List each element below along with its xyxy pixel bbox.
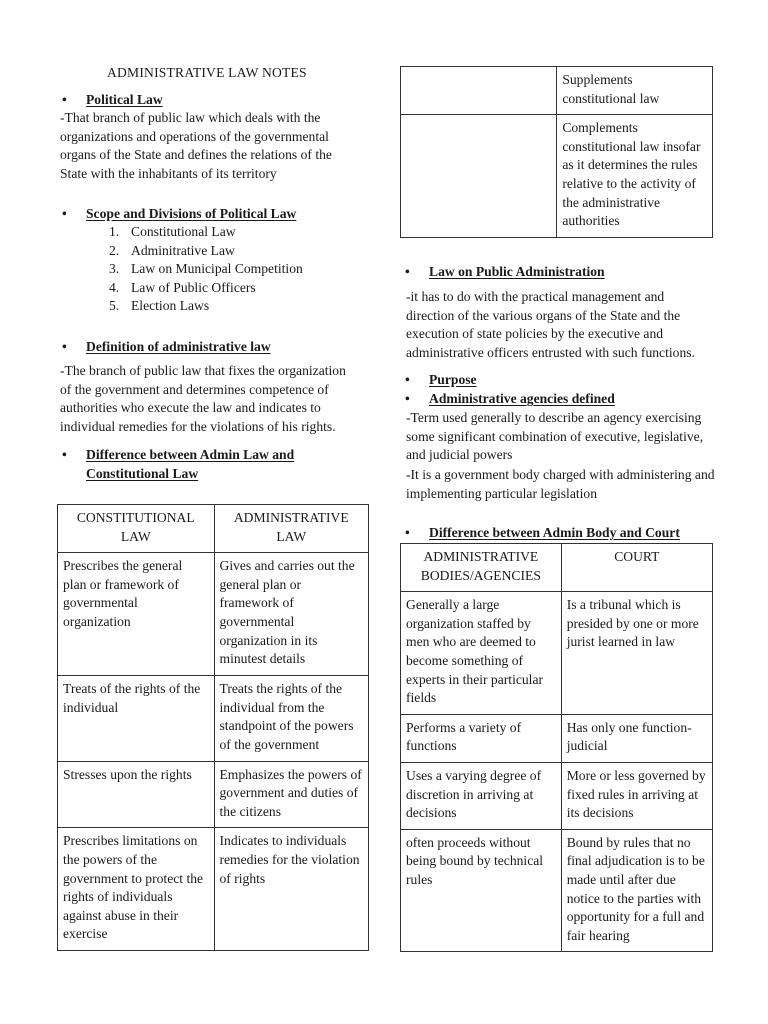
bullet-icon: • bbox=[405, 264, 410, 279]
table-cell: Prescribes limitations on the powers of the government to protect the rights of individuals against abuse in their exercise bbox=[58, 828, 215, 951]
list-item: 3. Law on Municipal Competition bbox=[109, 261, 303, 277]
list-item: 5. Election Laws bbox=[109, 298, 210, 314]
page-title: ADMINISTRATIVE LAW NOTES bbox=[107, 65, 307, 80]
heading-purpose: • Purpose bbox=[403, 371, 477, 390]
table-cell bbox=[401, 67, 557, 115]
heading-difference-admin-constitutional: • Difference between Admin Law and Constitutional Law bbox=[62, 447, 295, 481]
table-cell: Generally a large organization staffed by men who are deemed to become something of experts in their particular fields bbox=[401, 592, 562, 715]
bullet-icon: • bbox=[62, 92, 67, 107]
agencies-text-1: -Term used generally to describe an agency exercising some significant combination of executive, legislative, and judicial powers bbox=[406, 410, 704, 463]
heading-definition: • Definition of administrative law bbox=[60, 338, 271, 357]
political-law-text: -That branch of public law which deals with the organizations and operations of the governmental organs of the State and defines the relations of the State with the inhabitants of its territory bbox=[60, 110, 332, 181]
table-cell: Prescribes the general plan or framework of governmental organization bbox=[58, 553, 215, 676]
list-item: 4. Law of Public Officers bbox=[109, 279, 256, 295]
list-item: 1. Constitutional Law bbox=[109, 224, 236, 239]
table-cell bbox=[401, 115, 557, 238]
table-header-cell: COURT bbox=[561, 544, 712, 592]
table-cell: Indicates to individuals remedies for the violation of rights bbox=[214, 828, 369, 951]
public-administration-text: -it has to do with the practical management and direction of the various organs of the State and the execution of state policies by the executive and administrative officers entrusted with such functions. bbox=[406, 289, 695, 360]
scope-list bbox=[109, 223, 303, 316]
table-cell: Gives and carries out the general plan or framework of governmental organization in its minutest details bbox=[214, 553, 369, 676]
table-cell: Is a tribunal which is presided by one or more jurist learned in law bbox=[561, 592, 712, 715]
table-cell: Stresses upon the rights bbox=[58, 761, 215, 828]
table-cell: Complements constitutional law insofar as it determines the rules relative to the activity of the administrative authorities bbox=[557, 115, 713, 238]
bullet-icon: • bbox=[62, 339, 67, 354]
heading-difference-body-court: • Difference between Admin Body and Court bbox=[403, 524, 680, 543]
list-item: 2. Adminitrative Law bbox=[109, 242, 235, 258]
table-cell: Performs a variety of functions bbox=[401, 714, 562, 762]
table-cell: Emphasizes the powers of government and duties of the citizens bbox=[214, 761, 369, 828]
heading-political-law: • Political Law bbox=[60, 91, 163, 110]
table-cell: Bound by rules that no final adjudication is to be made until after due notice to the parties with opportunity for a full and fair hearing bbox=[561, 829, 712, 952]
bullet-icon: • bbox=[405, 525, 410, 540]
bullet-icon: • bbox=[62, 206, 67, 221]
table-header-cell: ADMINISTRATIVE LAW bbox=[214, 505, 369, 553]
continuation-table bbox=[400, 66, 713, 238]
comparison-table-body-court bbox=[400, 543, 713, 952]
definition-text: -The branch of public law that fixes the organization of the government and determines competence of authorities who execute the law and indicates to individual remedies for the violations of his rights. bbox=[60, 363, 346, 434]
table-header-cell: ADMINISTRATIVE BODIES/AGENCIES bbox=[401, 544, 562, 592]
table-cell: Treats the rights of the individual from the standpoint of the powers of the government bbox=[214, 676, 369, 761]
bullet-icon: • bbox=[62, 447, 67, 462]
heading-agencies-defined: • Administrative agencies defined bbox=[403, 390, 615, 409]
bullet-icon: • bbox=[405, 391, 410, 406]
table-cell: Supplements constitutional law bbox=[557, 67, 713, 115]
table-cell: More or less governed by fixed rules in arriving at its decisions bbox=[561, 762, 712, 829]
table-header-cell: CONSTITUTIONAL LAW bbox=[58, 505, 215, 553]
heading-scope-divisions: • Scope and Divisions of Political Law bbox=[60, 205, 296, 224]
table-cell: Has only one function-judicial bbox=[561, 714, 712, 762]
table-cell: Treats of the rights of the individual bbox=[58, 676, 215, 761]
heading-public-administration: • Law on Public Administration bbox=[403, 263, 605, 282]
table-cell: often proceeds without being bound by technical rules bbox=[401, 829, 562, 952]
comparison-table-admin-constitutional bbox=[57, 504, 369, 951]
table-cell: Uses a varying degree of discretion in arriving at decisions bbox=[401, 762, 562, 829]
agencies-text-2: -It is a government body charged with administering and implementing particular legislation bbox=[406, 467, 715, 501]
bullet-icon: • bbox=[405, 372, 410, 387]
